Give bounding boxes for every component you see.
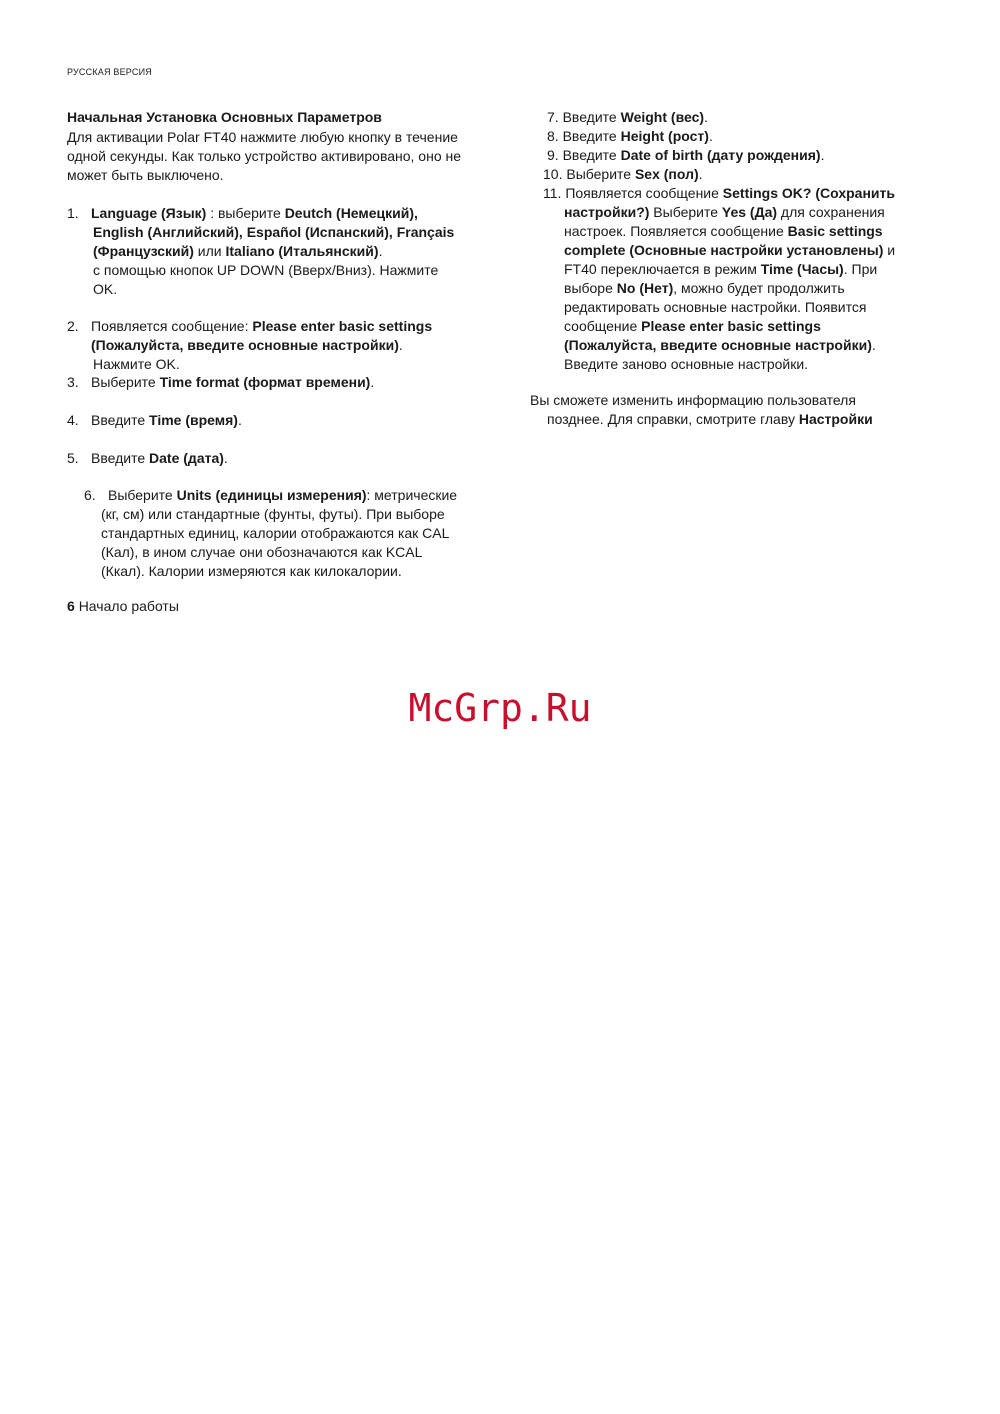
item-text: Time format (формат времени) [159, 374, 371, 390]
list-item-8 [547, 127, 713, 146]
item-text: Выберите [566, 166, 635, 182]
item-number: 3. [67, 374, 79, 390]
item-text: Введите [562, 128, 621, 144]
item-text: Time (Часы) [760, 261, 844, 277]
item-text: Выберите [108, 487, 177, 503]
item-text: (Ккал). Калории измеряются как килокалории. [101, 563, 402, 579]
item-text: English (Английский), Español (Испанский), Français [93, 224, 455, 240]
item-text: Yes (Да) [721, 204, 778, 220]
item-text: . [708, 128, 713, 144]
item-text: . [704, 109, 708, 125]
item-text: стандартных единиц, калории отображаются как CAL [101, 525, 450, 541]
item-text: (кг, см) или стандартные (фунты, футы). При выборе [101, 506, 445, 522]
item-text: Введите [562, 147, 621, 163]
list-item-11 [543, 184, 943, 374]
item-text: : выберите [206, 205, 285, 221]
note-text: Вы сможете изменить информацию пользователя [530, 392, 856, 408]
list-item-4 [67, 411, 467, 430]
item-text: Settings OK? (Сохранить [722, 185, 895, 201]
page-footer [67, 598, 179, 614]
note-paragraph [530, 391, 950, 429]
list-item-7 [547, 108, 708, 127]
item-text: Height (рост) [620, 128, 709, 144]
item-text: (Кал), в ином случае они обозначаются как KCAL [101, 544, 423, 560]
item-text: Выберите [91, 374, 160, 390]
item-text: Введите [91, 450, 150, 466]
item-text: . [237, 412, 242, 428]
section-title: Начальная Установка Основных Параметров [67, 109, 382, 125]
item-number: 1. [67, 205, 79, 221]
item-text: (Пожалуйста, введите основные настройки) [564, 337, 872, 353]
note-text: позднее. Для справки, смотрите главу [547, 411, 799, 427]
item-text: No (Нет) [616, 280, 674, 296]
watermark-logo: McGrp.Ru [408, 686, 592, 730]
item-text: Появляется сообщение: [91, 318, 253, 334]
item-text: . [820, 147, 825, 163]
item-number: 9. [547, 147, 559, 163]
item-text: Date (дата) [149, 450, 224, 466]
item-text: с помощью кнопок UP DOWN (Вверх/Вниз). Нажмите [93, 262, 439, 278]
item-text: Date of birth (дату рождения) [620, 147, 821, 163]
item-text: выборе [564, 280, 617, 296]
item-text: . [370, 374, 375, 390]
item-text: (Французский) [93, 243, 194, 259]
item-text: сообщение [564, 318, 642, 334]
list-item-6 [84, 486, 484, 581]
item-number: 8. [547, 128, 559, 144]
item-text: . [698, 166, 703, 182]
item-text: настроек. Появляется сообщение [564, 223, 788, 239]
item-text: Появляется сообщение [565, 185, 723, 201]
item-text: редактировать основные настройки. Появится [564, 299, 867, 315]
intro-paragraph: Для активации Polar FT40 нажмите любую кнопку в течение одной секунды. Как только устройство активировано, оно не может быть выключено. [67, 129, 462, 183]
item-number: 10. [543, 166, 563, 182]
list-item-10 [543, 165, 703, 184]
item-text: Введите [562, 109, 621, 125]
list-item-5 [67, 449, 467, 468]
item-text: Нажмите OK. [93, 356, 180, 372]
item-text: Weight (вес) [620, 109, 705, 125]
item-text: настройки?) [564, 204, 650, 220]
item-text: Units (единицы измерения) [176, 487, 367, 503]
item-text: (Пожалуйста, введите основные настройки) [91, 337, 399, 353]
item-text: . [398, 337, 403, 353]
note-link-text: Настройки [798, 411, 873, 427]
item-text: Please enter basic settings [641, 318, 821, 334]
item-number: 6. [84, 487, 96, 503]
item-text: для сохранения [777, 204, 885, 220]
item-text: Введите [91, 412, 150, 428]
page-number: 6 [67, 598, 75, 614]
item-number: 7. [547, 109, 559, 125]
item-number: 5. [67, 450, 79, 466]
item-number: 2. [67, 318, 79, 334]
item-text: OK. [93, 281, 118, 297]
item-text: . [871, 337, 876, 353]
item-text: Введите заново основные настройки. [564, 356, 809, 372]
item-text: или [193, 243, 226, 259]
item-text: Выберите [649, 204, 722, 220]
item-text: Time (время) [149, 412, 238, 428]
item-text: Sex (пол) [634, 166, 699, 182]
item-text: и [883, 242, 896, 258]
item-text: FT40 переключается в режим [564, 261, 761, 277]
item-text: Language (Язык) [91, 205, 207, 221]
item-text: . [378, 243, 383, 259]
list-item-1 [67, 204, 467, 299]
item-text: Italiano (Итальянский) [225, 243, 379, 259]
list-item-2 [67, 317, 467, 374]
item-text: Basic settings [787, 223, 883, 239]
list-item-9 [547, 146, 824, 165]
item-text: . При [843, 261, 878, 277]
item-text: Please enter basic settings [252, 318, 433, 334]
item-text: . [223, 450, 228, 466]
item-number: 4. [67, 412, 79, 428]
list-item-3 [67, 373, 467, 392]
running-header: РУССКАЯ ВЕРСИЯ [67, 67, 152, 77]
chapter-name: Начало работы [78, 598, 179, 614]
item-text: Deutch (Немецкий), [284, 205, 418, 221]
item-text: , можно будет продолжить [673, 280, 845, 296]
item-text: : метрические [366, 487, 458, 503]
item-text: complete (Основные настройки установлены) [564, 242, 884, 258]
item-number: 11. [543, 185, 562, 201]
